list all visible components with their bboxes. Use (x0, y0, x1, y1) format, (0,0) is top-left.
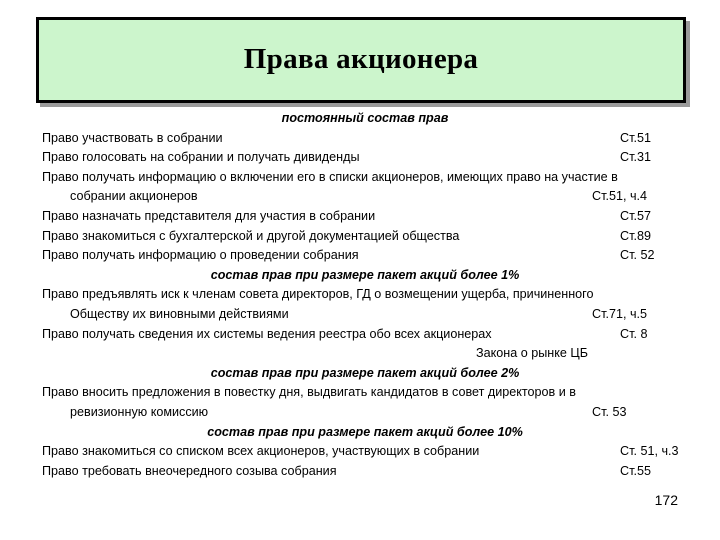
right-item (42, 148, 688, 168)
right-item-continuation (42, 403, 688, 423)
right-item (42, 246, 688, 266)
right-item (42, 207, 688, 227)
right-text-cont: ревизионную комиссию (70, 404, 209, 419)
law-reference: Ст.57 (620, 208, 651, 223)
law-reference: Ст. 53 (592, 404, 627, 419)
law-reference: Ст. 51, ч.3 (620, 444, 679, 459)
right-item (42, 168, 688, 188)
law-reference: Ст.71, ч.5 (592, 306, 648, 321)
right-text: Право участвовать в собрании (42, 130, 223, 145)
page-title: Права акционера (243, 42, 479, 75)
right-text: Право получать информацию о проведении собрания (42, 248, 359, 263)
right-text: Право получать сведения их системы ведения реестра обо всех акционерах (42, 326, 492, 341)
law-reference: Ст.51, ч.4 (592, 189, 648, 204)
right-item-continuation (42, 187, 688, 207)
right-item (42, 325, 688, 345)
right-text-cont: собрании акционеров (70, 189, 198, 204)
right-text-cont: Обществу их виновными действиями (70, 306, 289, 321)
right-item (42, 442, 688, 462)
right-text: Право предъявлять иск к членам совета директоров, ГД о возмещении ущерба, причиненного (42, 287, 594, 302)
title-box (36, 17, 686, 103)
right-text: Право вносить предложения в повестку дня, выдвигать кандидатов в совет директоров и в (42, 385, 576, 400)
right-item (42, 129, 688, 149)
right-text: Право голосовать на собрании и получать дивиденды (42, 150, 360, 165)
right-item (42, 227, 688, 247)
right-text: Право знакомиться со списком всех акционеров, участвующих в собрании (42, 444, 480, 459)
right-item-continuation (42, 305, 688, 325)
law-reference: Ст.55 (620, 463, 651, 478)
right-text: Право знакомиться с бухгалтерской и другой документацией общества (42, 228, 460, 243)
section-heading-over-10: состав прав при размере пакет акций более 10% (207, 424, 523, 439)
right-text: Право назначать представителя для участия в собрании (42, 208, 376, 223)
right-item-extra (42, 344, 688, 364)
right-text: Право получать информацию о включении его в списки акционеров, имеющих право на участие в (42, 169, 618, 184)
law-reference: Ст. 52 (620, 248, 655, 263)
law-reference-extra: Закона о рынке ЦБ (476, 346, 588, 361)
section-heading-over-2: состав прав при размере пакет акций более 2% (210, 365, 520, 380)
right-item (42, 383, 688, 403)
section-heading-permanent: постоянный состав прав (281, 111, 449, 125)
law-reference: Ст.31 (620, 150, 651, 165)
right-item (42, 285, 688, 305)
law-reference: Ст.89 (620, 228, 651, 243)
section-heading-over-1: состав прав при размере пакет акций более 1% (210, 267, 520, 282)
law-reference: Ст.51 (620, 130, 651, 145)
page-number: 172 (654, 492, 678, 508)
right-item (42, 462, 688, 482)
rights-list (42, 109, 688, 481)
right-text: Право требовать внеочередного созыва собрания (42, 463, 337, 478)
law-reference: Ст. 8 (620, 326, 648, 341)
